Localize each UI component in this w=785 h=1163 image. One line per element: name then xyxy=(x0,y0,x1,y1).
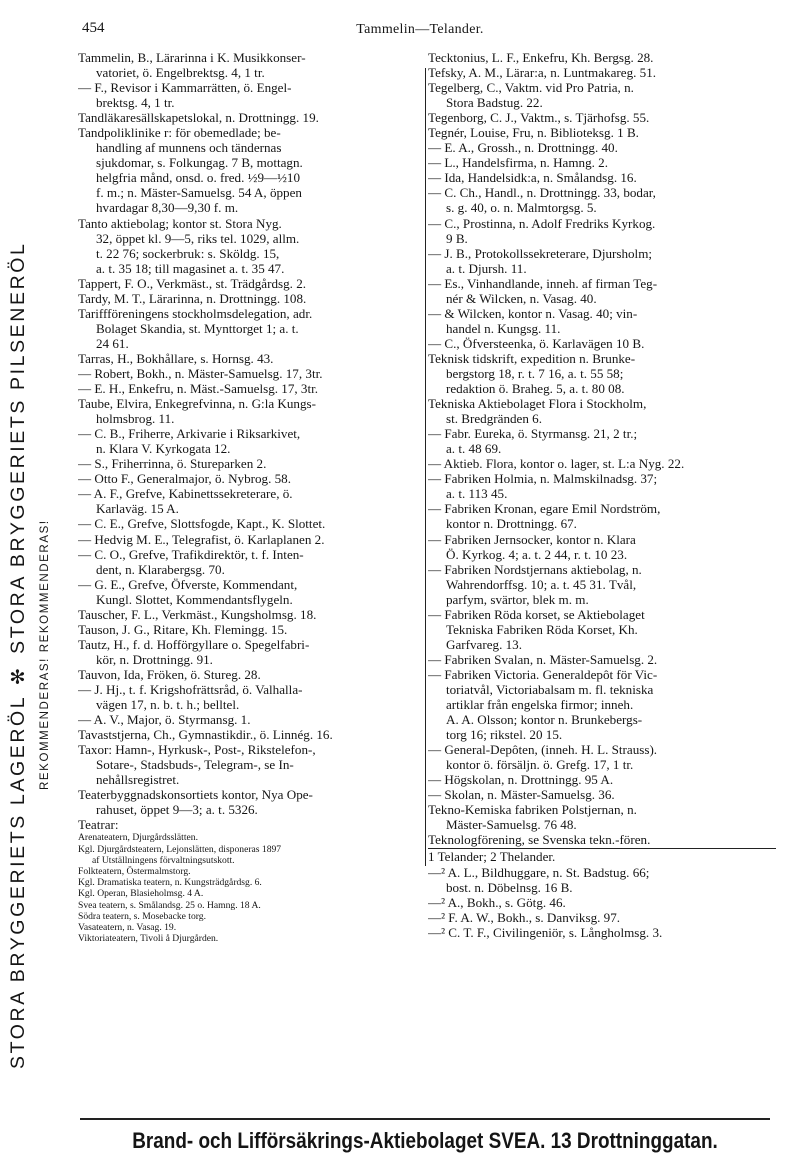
directory-entry-line: Tauson, J. G., Ritare, Kh. Flemingg. 15. xyxy=(78,621,288,637)
directory-entry-line: hvardagar 8,30—9,30 f. m. xyxy=(96,200,239,216)
left-column xyxy=(78,50,424,944)
directory-entry-line: Tandläkaresällskapetslokal, n. Drottningg. 19. xyxy=(78,110,319,126)
directory-entry-line: — C. B., Friherre, Arkivarie i Riksarkivet, xyxy=(78,426,301,442)
directory-entry-line: Sotare-, Stadsbuds-, Telegram-, se In- xyxy=(96,757,294,773)
directory-entry-line: holmsbrog. 11. xyxy=(96,411,175,427)
directory-entry-line: — F., Revisor i Kammarrätten, ö. Engel- xyxy=(78,80,292,96)
directory-entry-line: dent, n. Klarabergsg. 70. xyxy=(96,561,225,577)
directory-entry-line: — Es., Vinhandlande, inneh. af firman Teg- xyxy=(428,275,658,291)
theatre-entry-line: af Utställningens förvaltningsutskott. xyxy=(92,854,235,866)
directory-entry-line: — Fabriken Svalan, n. Mäster-Samuelsg. 2. xyxy=(428,651,658,667)
page-header xyxy=(80,20,760,42)
theatre-entry-line: Kgl. Operan, Blasieholmsg. 4 A. xyxy=(78,888,204,900)
running-title: Tammelin—Telander. xyxy=(356,22,484,37)
directory-entry-line: Wahrendorffsg. 10; a. t. 45 31. Tvål, xyxy=(446,576,637,592)
theatre-entry-line: Svea teatern, s. Smålandsg. 25 o. Hamng. 18 A. xyxy=(78,899,261,911)
directory-entry-line: — C., Prostinna, n. Adolf Fredriks Kyrkog. xyxy=(428,215,656,231)
directory-entry-line: Tefsky, A. M., Lärar:a, n. Luntmakareg. 51. xyxy=(428,65,657,81)
directory-entry-line: Tekno-Kemiska fabriken Polstjernan, n. xyxy=(428,802,637,818)
directory-entry-line: Garfvareg. 13. xyxy=(446,636,522,652)
directory-entry-line: — Ida, Handelsidk:a, n. Smålandsg. 16. xyxy=(428,170,637,186)
directory-entry-line: nér & Wilcken, n. Vasag. 40. xyxy=(446,290,597,306)
directory-entry-line: Bolaget Skandia, st. Mynttorget 1; a. t. xyxy=(96,320,299,336)
directory-entry-line: Tautz, H., f. d. Hofförgyllare o. Spegelfabri- xyxy=(78,636,310,652)
directory-entry-line: handel n. Kungsg. 11. xyxy=(446,320,561,336)
directory-entry-line: vägen 17, n. b. t. h.; belltel. xyxy=(96,697,240,713)
directory-entry-line: 1 Telander; 2 Thelander. xyxy=(428,849,556,865)
directory-entry-line: kontor ö. försäljn. ö. Grefg. 17, 1 tr. xyxy=(446,757,634,773)
directory-entry-line: — Fabriken Victoria. Generaldepôt för Vic- xyxy=(428,666,658,682)
directory-entry-line: Tauscher, F. L., Verkmäst., Kungsholmsg. 18. xyxy=(78,606,317,622)
directory-entry-line: — C. Ch., Handl., n. Drottningg. 33, bodar, xyxy=(428,185,656,201)
theatre-entry-line: Viktoriateatern, Tivoli å Djurgården. xyxy=(78,933,219,945)
directory-entry-line: Tardy, M. T., Lärarinna, n. Drottningg. 108. xyxy=(78,290,307,306)
directory-entry-line: torg 16; rikstel. 20 15. xyxy=(446,727,563,743)
directory-entry-line: 32, öppet kl. 9—5, riks tel. 1029, allm. xyxy=(96,230,300,246)
directory-entry-line: —² A. L., Bildhuggare, n. St. Badstug. 66; xyxy=(428,864,650,880)
directory-entry-line: 24 61. xyxy=(96,335,129,351)
side-advertisement-main: STORA BRYGGERIETS LAGERÖL ✻ STORA BRYGGERIETS PILSENERÖL xyxy=(7,241,29,1069)
theatre-entry-line: Arenateatern, Djurgårdsslätten. xyxy=(78,832,198,844)
directory-entry-line: rahuset, öppet 9—3; a. t. 5326. xyxy=(96,802,258,818)
directory-entry-line: — C. E., Grefve, Slottsfogde, Kapt., K. Slottet. xyxy=(78,516,326,532)
directory-entry-line: — E. A., Grossh., n. Drottningg. 40. xyxy=(428,140,618,156)
directory-entry-line: Kungl. Slottet, Kommendantsflygeln. xyxy=(96,591,293,607)
directory-entry-line: n. Klara V. Kyrkogata 12. xyxy=(96,441,231,457)
directory-entry-line: Tappert, F. O., Verkmäst., st. Trädgårdsg. 2. xyxy=(78,275,307,291)
directory-entry-line: — Fabriken Nordstjernans aktiebolag, n. xyxy=(428,561,642,577)
directory-entry-line: helgfria månd, onsd. o. fred. ½9—½10 xyxy=(96,170,301,186)
directory-entry-line: — General-Depôten, (inneh. H. L. Strauss). xyxy=(428,742,658,758)
directory-entry-line: bost. n. Döbelnsg. 16 B. xyxy=(446,879,573,895)
directory-entry-line: Tandpoliklinike r: för obemedlade; be- xyxy=(78,125,281,141)
directory-entry-line: — L., Handelsfirma, n. Hamng. 2. xyxy=(428,155,609,171)
directory-entry-line: parfym, svärtor, blek m. m. xyxy=(446,591,589,607)
directory-entry-line: — Robert, Bokh., n. Mäster-Samuelsg. 17, 3tr. xyxy=(78,365,323,381)
directory-entry-line: — G. E., Grefve, Öfverste, Kommendant, xyxy=(78,576,298,592)
directory-entry-line: Tarras, H., Bokhållare, s. Hornsg. 43. xyxy=(78,350,274,366)
theatre-list xyxy=(78,832,424,944)
directory-entry-line: Taube, Elvira, Enkegrefvinna, n. G:la Kungs- xyxy=(78,396,316,412)
directory-entry-line: bergstorg 18, r. t. 7 16, a. t. 55 58; xyxy=(446,365,624,381)
right-column xyxy=(428,50,776,940)
column-divider xyxy=(425,68,426,866)
directory-entry-line: s. g. 40, o. n. Malmtorgsg. 5. xyxy=(446,200,597,216)
right-entries xyxy=(428,50,776,847)
directory-entry-line: a. t. Djursh. 11. xyxy=(446,260,527,276)
directory-entry-line: Teaterbyggnadskonsortiets kontor, Nya Ope- xyxy=(78,787,313,803)
directory-entry-line: st. Bredgränden 6. xyxy=(446,411,542,427)
directory-entry-line: — Fabriken Holmia, n. Malmskilnadsg. 37; xyxy=(428,471,658,487)
directory-entry-line: Tegelberg, C., Vaktm. vid Pro Patria, n. xyxy=(428,80,634,96)
directory-entry-line: redaktion ö. Braheg. 5, a. t. 80 08. xyxy=(446,381,625,397)
directory-entry-line: — C. O., Grefve, Trafikdirektör, t. f. Inten- xyxy=(78,546,304,562)
directory-entry-line: Tegnér, Louise, Fru, n. Biblioteksg. 1 B. xyxy=(428,125,639,141)
directory-entry-line: Teknologförening, se Svenska tekn.-fören. xyxy=(428,832,651,848)
theatre-entry-line: Kgl. Djurgårdsteatern, Lejonslätten, disponeras 1897 xyxy=(78,843,282,855)
directory-entry-line: f. m.; n. Mäster-Samuelsg. 54 A, öppen xyxy=(96,185,302,201)
theatre-entry-line: Kgl. Dramatiska teatern, n. Kungsträdgårdsg. 6. xyxy=(78,877,262,889)
directory-entry-line: Tegenborg, C. J., Vaktm., s. Tjärhofsg. 55. xyxy=(428,110,650,126)
directory-entry-line: — Fabr. Eureka, ö. Styrmansg. 21, 2 tr.; xyxy=(428,426,638,442)
directory-entry-line: — A. V., Major, ö. Styrmansg. 1. xyxy=(78,712,251,728)
directory-entry-line: — Högskolan, n. Drottningg. 95 A. xyxy=(428,772,614,788)
directory-entry-line: — Fabriken Röda korset, se Aktiebolaget xyxy=(428,606,645,622)
side-advertisement xyxy=(2,175,64,1135)
directory-entry-line: Teknisk tidskrift, expedition n. Brunke- xyxy=(428,350,636,366)
directory-entry-line: artiklar från engelska firmor; inneh. xyxy=(446,697,634,713)
directory-entry-line: — Fabriken Kronan, egare Emil Nordström, xyxy=(428,501,661,517)
directory-entry-line: Tekniska Fabriken Röda Korset, Kh. xyxy=(446,621,638,637)
directory-entry-line: kontor n. Drottningg. 67. xyxy=(446,516,577,532)
directory-entry-line: nehållsregistret. xyxy=(96,772,180,788)
directory-entry-line: —² A., Bokh., s. Götg. 46. xyxy=(428,894,566,910)
directory-entry-line: sjukdomar, s. Folkungag. 7 B, mottagn. xyxy=(96,155,303,171)
directory-entry-line: brektsg. 4, 1 tr. xyxy=(96,95,175,111)
directory-entry-line: Tauvon, Ida, Fröken, ö. Stureg. 28. xyxy=(78,666,261,682)
telander-entries xyxy=(428,849,776,939)
directory-entry-line: Tecktonius, L. F., Enkefru, Kh. Bergsg. 28. xyxy=(428,50,654,65)
directory-entry-line: Mäster-Samuelsg. 76 48. xyxy=(446,817,577,833)
directory-entry-line: handling af munnens och tändernas xyxy=(96,140,282,156)
directory-entry-line: Karlaväg. 15 A. xyxy=(96,501,179,517)
footer-advertisement: Brand- och Lifförsäkrings-Aktiebolaget SVEA. 13 Drottninggatan. xyxy=(132,1128,718,1153)
directory-entry-line: — Otto F., Generalmajor, ö. Nybrog. 58. xyxy=(78,471,291,487)
directory-entry-line: — J. B., Protokollssekreterare, Djursholm; xyxy=(428,245,653,261)
theatre-entry-line: Vasateatern, n. Vasag. 19. xyxy=(78,921,177,933)
directory-entry-line: —² F. A. W., Bokh., s. Danviksg. 97. xyxy=(428,909,621,925)
directory-entry-line: —² C. T. F., Civilingeniör, s. Långholmsg. 3. xyxy=(428,924,663,940)
directory-entry-line: A. A. Olsson; kontor n. Brunkebergs- xyxy=(446,712,643,728)
directory-entry-line: — E. H., Enkefru, n. Mäst.-Samuelsg. 17, 3tr. xyxy=(78,381,319,397)
directory-entry-line: — Aktieb. Flora, kontor o. lager, st. L:a Nyg. 22. xyxy=(428,456,685,472)
directory-entry-line: — Fabriken Jernsocker, kontor n. Klara xyxy=(428,531,636,547)
directory-entry-line: Tariffföreningens stockholmsdelegation, adr. xyxy=(78,305,313,321)
directory-entry-line: — Hedvig M. E., Telegrafist, ö. Karlaplanen 2. xyxy=(78,531,325,547)
directory-entry-line: — A. F., Grefve, Kabinettssekreterare, ö. xyxy=(78,486,293,502)
directory-entry-line: — S., Friherrinna, ö. Stureparken 2. xyxy=(78,456,267,472)
directory-entry-line: vatoriet, ö. Engelbrektsg. 4, 1 tr. xyxy=(96,65,265,81)
directory-entry-line: t. 22 76; sockerbruk: s. Sköldg. 15, xyxy=(96,245,280,261)
directory-entry-line: Tanto aktiebolag; kontor st. Stora Nyg. xyxy=(78,215,282,231)
theatre-entry-line: Folkteatern, Östermalmstorg. xyxy=(78,866,191,877)
directory-entry-line: 9 B. xyxy=(446,230,468,246)
directory-entry-line: — Skolan, n. Mäster-Samuelsg. 36. xyxy=(428,787,615,803)
directory-entry-line: a. t. 48 69. xyxy=(446,441,502,457)
directory-entry-line: Tekniska Aktiebolaget Flora i Stockholm, xyxy=(428,396,647,412)
theatre-entry-line: Södra teatern, s. Mosebacke torg. xyxy=(78,910,206,922)
directory-entry-line: toriatvål, Victoriabalsam m. fl. tekniska xyxy=(446,681,654,697)
directory-entry-line: a. t. 35 18; till magasinet a. t. 35 47. xyxy=(96,260,285,276)
directory-entry-line: Taxor: Hamn-, Hyrkusk-, Post-, Rikstelefon-, xyxy=(78,742,316,758)
directory-entry-line: Teatrar: xyxy=(78,817,119,833)
directory-entry-line: Tavaststjerna, Ch., Gymnastikdir., ö. Linnég. 16. xyxy=(78,727,333,743)
footer-rule xyxy=(80,1118,770,1120)
directory-entry-line: — C., Öfversteenka, ö. Karlavägen 10 B. xyxy=(428,335,645,351)
directory-entry-line: Stora Badstug. 22. xyxy=(446,95,543,111)
side-advertisement-sub: REKOMMENDERAS! REKOMMENDERAS! xyxy=(39,519,51,791)
directory-entry-line: kör, n. Drottningg. 91. xyxy=(96,651,213,667)
directory-entry-line: Tammelin, B., Lärarinna i K. Musikkonser- xyxy=(78,50,306,65)
directory-entry-line: — J. Hj., t. f. Krigshofrättsråd, ö. Valhalla- xyxy=(78,681,303,697)
directory-entry-line: — & Wilcken, kontor n. Vasag. 40; vin- xyxy=(428,305,638,321)
page-number: 454 xyxy=(82,20,105,36)
directory-entry-line: a. t. 113 45. xyxy=(446,486,508,502)
directory-entry-line: Ö. Kyrkog. 4; a. t. 2 44, r. t. 10 23. xyxy=(446,546,628,562)
left-entries xyxy=(78,50,424,832)
